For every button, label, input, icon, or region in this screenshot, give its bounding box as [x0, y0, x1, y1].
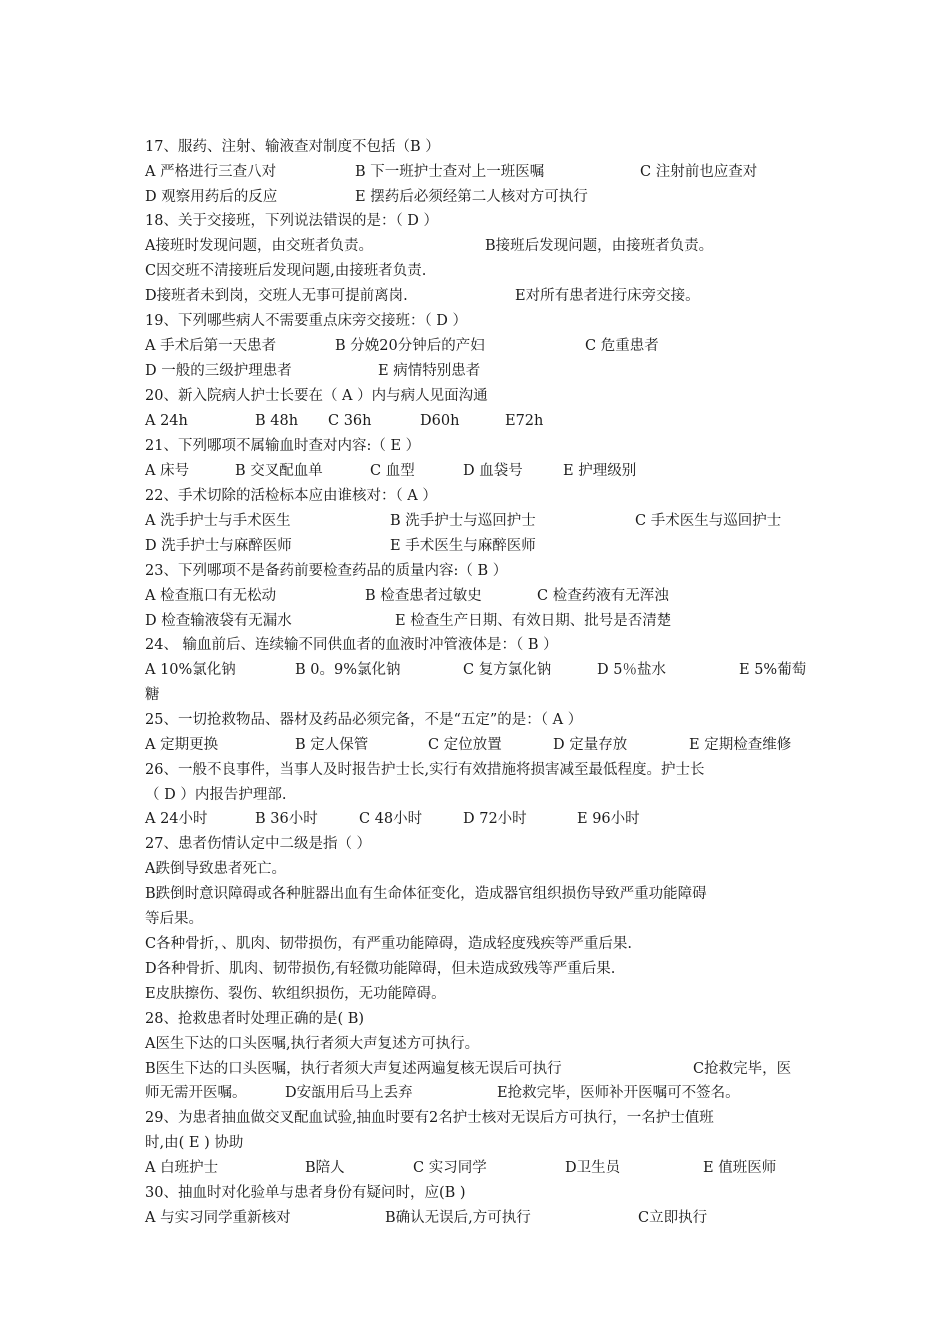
option-text: A 定期更换: [145, 737, 219, 753]
option-text: C 36h: [328, 413, 372, 429]
option-text: A 24h: [145, 413, 188, 429]
option-text: B 0。9%氯化钠: [295, 662, 401, 678]
option-text: E 96小时: [577, 811, 640, 827]
text-line: B跌倒时意识障碍或各种脏器出血有生命体征变化，造成器官组织损伤导致严重功能障碍: [145, 886, 707, 902]
option-text: C立即执行: [638, 1210, 708, 1226]
text-line: 26、一般不良事件，当事人及时报告护士长,实行有效措施将损害减至最低程度。护士长: [145, 762, 705, 778]
option-text: B医生下达的口头医嘱，执行者须大声复述两遍复核无误后可执行: [145, 1061, 562, 1077]
option-text: D 5％盐水: [597, 662, 666, 678]
text-line: 21、下列哪项不属输血时查对内容:（ E ）: [145, 438, 421, 454]
option-text: B 洗手护士与巡回护士: [390, 513, 536, 529]
option-text: B 下一班护士查对上一班医嘱: [355, 164, 545, 180]
option-text: D 血袋号: [463, 463, 523, 479]
option-text: A 与实习同学重新核对: [145, 1210, 291, 1226]
text-line: 糖: [145, 687, 160, 703]
text-line: C因交班不清接班后发现问题,由接班者负责.: [145, 263, 427, 279]
option-text: B 交叉配血单: [235, 463, 323, 479]
option-text: C 定位放置: [428, 737, 502, 753]
text-line: 28、抢救患者时处理正确的是( B): [145, 1011, 365, 1027]
option-text: D 一般的三级护理患者: [145, 363, 292, 379]
option-text: D60h: [420, 413, 460, 429]
option-text: A 24小时: [145, 811, 208, 827]
option-text: B 分娩20分钟后的产妇: [335, 338, 485, 354]
text-line: 等后果。: [145, 911, 203, 927]
option-text: A 10%氯化钠: [145, 662, 236, 678]
option-text: C 血型: [370, 463, 415, 479]
option-text: B 48h: [255, 413, 299, 429]
option-text: E 检查生产日期、有效日期、批号是否清楚: [395, 613, 672, 629]
option-text: B陪人: [305, 1160, 345, 1176]
option-text: B 定人保管: [295, 737, 369, 753]
text-line: 22、手术切除的活检标本应由谁核对：（ A ）: [145, 488, 437, 504]
option-text: D 检查输液袋有无漏水: [145, 613, 292, 629]
option-text: B 检查患者过敏史: [365, 588, 482, 604]
option-text: E 5%葡萄: [739, 662, 807, 678]
option-text: A 白班护士: [145, 1160, 219, 1176]
option-text: A 严格进行三查八对: [145, 164, 277, 180]
option-text: E 定期检查维修: [689, 737, 792, 753]
option-text: E 病情特别患者: [378, 363, 481, 379]
text-line: A医生下达的口头医嘱,执行者须大声复述方可执行。: [145, 1036, 480, 1052]
text-line: 19、下列哪些病人不需要重点床旁交接班：（ D ）: [145, 313, 468, 329]
text-line: C各种骨折，、肌肉、韧带损伤，有严重功能障碍，造成轻度残疾等严重后果.: [145, 936, 632, 952]
option-text: C 注射前也应查对: [640, 164, 758, 180]
option-text: C 检查药液有无浑浊: [537, 588, 669, 604]
option-text: E对所有患者进行床旁交接。: [515, 288, 700, 304]
option-text: D 观察用药后的反应: [145, 189, 278, 205]
option-text: A 手术后第一天患者: [145, 338, 277, 354]
option-text: A接班时发现问题，由交班者负责。: [145, 238, 373, 254]
option-text: B确认无误后,方可执行: [385, 1210, 531, 1226]
text-line: A跌倒导致患者死亡。: [145, 861, 286, 877]
option-text: B接班后发现问题，由接班者负责。: [485, 238, 714, 254]
option-text: A 床号: [145, 463, 190, 479]
option-text: A 检查瓶口有无松动: [145, 588, 277, 604]
text-line: D各种骨折、肌肉、韧带损伤,有轻微功能障碍，但未造成致残等严重后果.: [145, 961, 616, 977]
option-text: E抢救完毕，医师补开医嘱可不签名。: [497, 1085, 740, 1101]
text-line: 时,由( E ) 协助: [145, 1135, 244, 1151]
option-text: E 值班医师: [703, 1160, 777, 1176]
text-line: 27、患者伤情认定中二级是指（ ）: [145, 836, 372, 852]
option-text: D卫生员: [565, 1160, 621, 1176]
text-line: 25、一切抢救物品、器材及药品必须完备，不是“五定”的是：（ A ）: [145, 712, 583, 728]
option-text: D安瓿用后马上丢弃: [285, 1085, 413, 1101]
text-line: 18、关于交接班，下列说法错误的是：（ D ）: [145, 213, 439, 229]
option-text: C 48小时: [359, 811, 423, 827]
option-text: C 复方氯化钠: [463, 662, 552, 678]
option-text: D 定量存放: [553, 737, 628, 753]
option-text: B 36小时: [255, 811, 318, 827]
text-line: E皮肤擦伤、裂伤、软组织损伤，无功能障碍。: [145, 986, 446, 1002]
option-text: D 洗手护士与麻醉医师: [145, 538, 292, 554]
option-text: E 护理级别: [563, 463, 637, 479]
option-text: C 手术医生与巡回护士: [635, 513, 782, 529]
option-text: A 洗手护士与手术医生: [145, 513, 291, 529]
text-line: 20、新入院病人护士长要在（ A ）内与病人见面沟通: [145, 388, 488, 404]
text-line: 24、 输血前后、连续输不同供血者的血液时冲管液体是：（ B ）: [145, 637, 558, 653]
option-text: 师无需开医嘱。: [145, 1085, 247, 1101]
text-line: 23、下列哪项不是备药前要检查药品的质量内容:（ B ）: [145, 563, 508, 579]
option-text: C 危重患者: [585, 338, 659, 354]
text-line: 17、服药、注射、输液查对制度不包括（B ）: [145, 139, 440, 155]
option-text: C抢救完毕，医: [693, 1061, 792, 1077]
option-text: D 72小时: [463, 811, 527, 827]
text-line: （ D ）内报告护理部.: [145, 787, 287, 803]
option-text: E 摆药后必须经第二人核对方可执行: [355, 189, 588, 205]
text-line: 30、抽血时对化验单与患者身份有疑问时，应(B ): [145, 1185, 466, 1201]
option-text: C 实习同学: [413, 1160, 487, 1176]
option-text: E72h: [505, 413, 544, 429]
option-text: E 手术医生与麻醉医师: [390, 538, 536, 554]
option-text: D接班者未到岗，交班人无事可提前离岗.: [145, 288, 408, 304]
text-line: 29、为患者抽血做交叉配血试验,抽血时要有2名护士核对无误后方可执行，一名护士值班: [145, 1110, 714, 1126]
